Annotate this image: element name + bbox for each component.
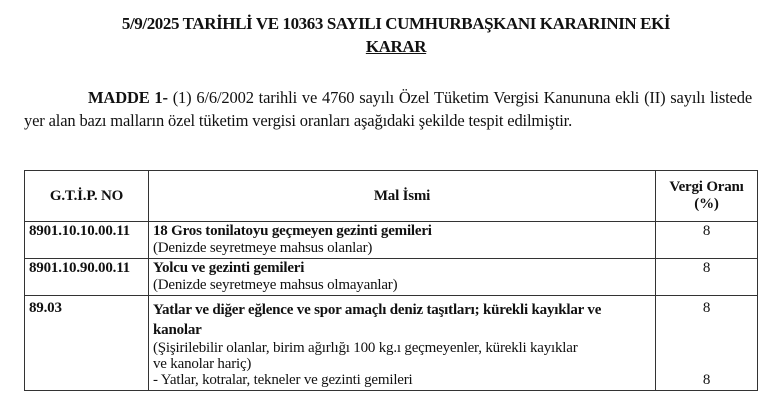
row-rate-value: 8: [702, 300, 711, 316]
row-name: [149, 222, 656, 259]
item-sub: - Yatlar, kotralar, tekneler ve gezinti gemileri: [153, 372, 413, 388]
item-note: (Denizde seyretmeye mahsus olanlar): [153, 240, 373, 256]
header-rate-line1: Vergi Oranı: [669, 179, 744, 195]
article-paragraph: [24, 87, 752, 132]
item-name: 18 Gros tonilatoyu geçmeyen gezinti gemileri: [153, 223, 432, 239]
header-rate-line2: (%): [694, 196, 719, 212]
row-rate: 8: [656, 222, 758, 259]
row-name: [149, 296, 656, 391]
row-sub-rate-value: 8: [702, 372, 711, 388]
row-name: [149, 259, 656, 296]
row-code: 8901.10.90.00.11: [25, 259, 149, 296]
table-row: [25, 222, 758, 259]
header-rate: [656, 171, 758, 222]
row-code: 89.03: [25, 296, 149, 391]
item-note: (Şişirilebilir olanlar, birim ağırlığı 100 kg.ı geçmeyenler, kürekli kayıklar ve kanolar hariç): [153, 340, 578, 372]
table-header-row: [25, 171, 758, 222]
row-code: 8901.10.10.00.11: [25, 222, 149, 259]
row-rate: 8: [656, 259, 758, 296]
document-title: 5/9/2025 TARİHLİ VE 10363 SAYILI CUMHURBAŞKANI KARARININ EKİ: [121, 14, 671, 33]
header-name: Mal İsmi: [149, 171, 656, 222]
table-row: [25, 259, 758, 296]
tax-rate-table: [24, 170, 758, 391]
item-name: Yatlar ve diğer eğlence ve spor amaçlı deniz taşıtları; kürekli kayıklar ve kanolar: [153, 302, 602, 338]
article-label: MADDE 1-: [88, 88, 168, 107]
table-row: [25, 296, 758, 391]
document-subtitle: KARAR: [365, 37, 427, 56]
article-text: (1) 6/6/2002 tarihli ve 4760 sayılı Özel Tüketim Vergisi Kanununa ekli (II) sayılı listede yer alan bazı malların özel tüketim vergisi oranları aşağıdaki şekilde tespit edilmiştir.: [24, 88, 752, 130]
row-rate: [656, 296, 758, 391]
header-code: G.T.İ.P. NO: [25, 171, 149, 222]
item-name: Yolcu ve gezinti gemileri: [153, 260, 305, 276]
item-note: (Denizde seyretmeye mahsus olmayanlar): [153, 277, 398, 293]
